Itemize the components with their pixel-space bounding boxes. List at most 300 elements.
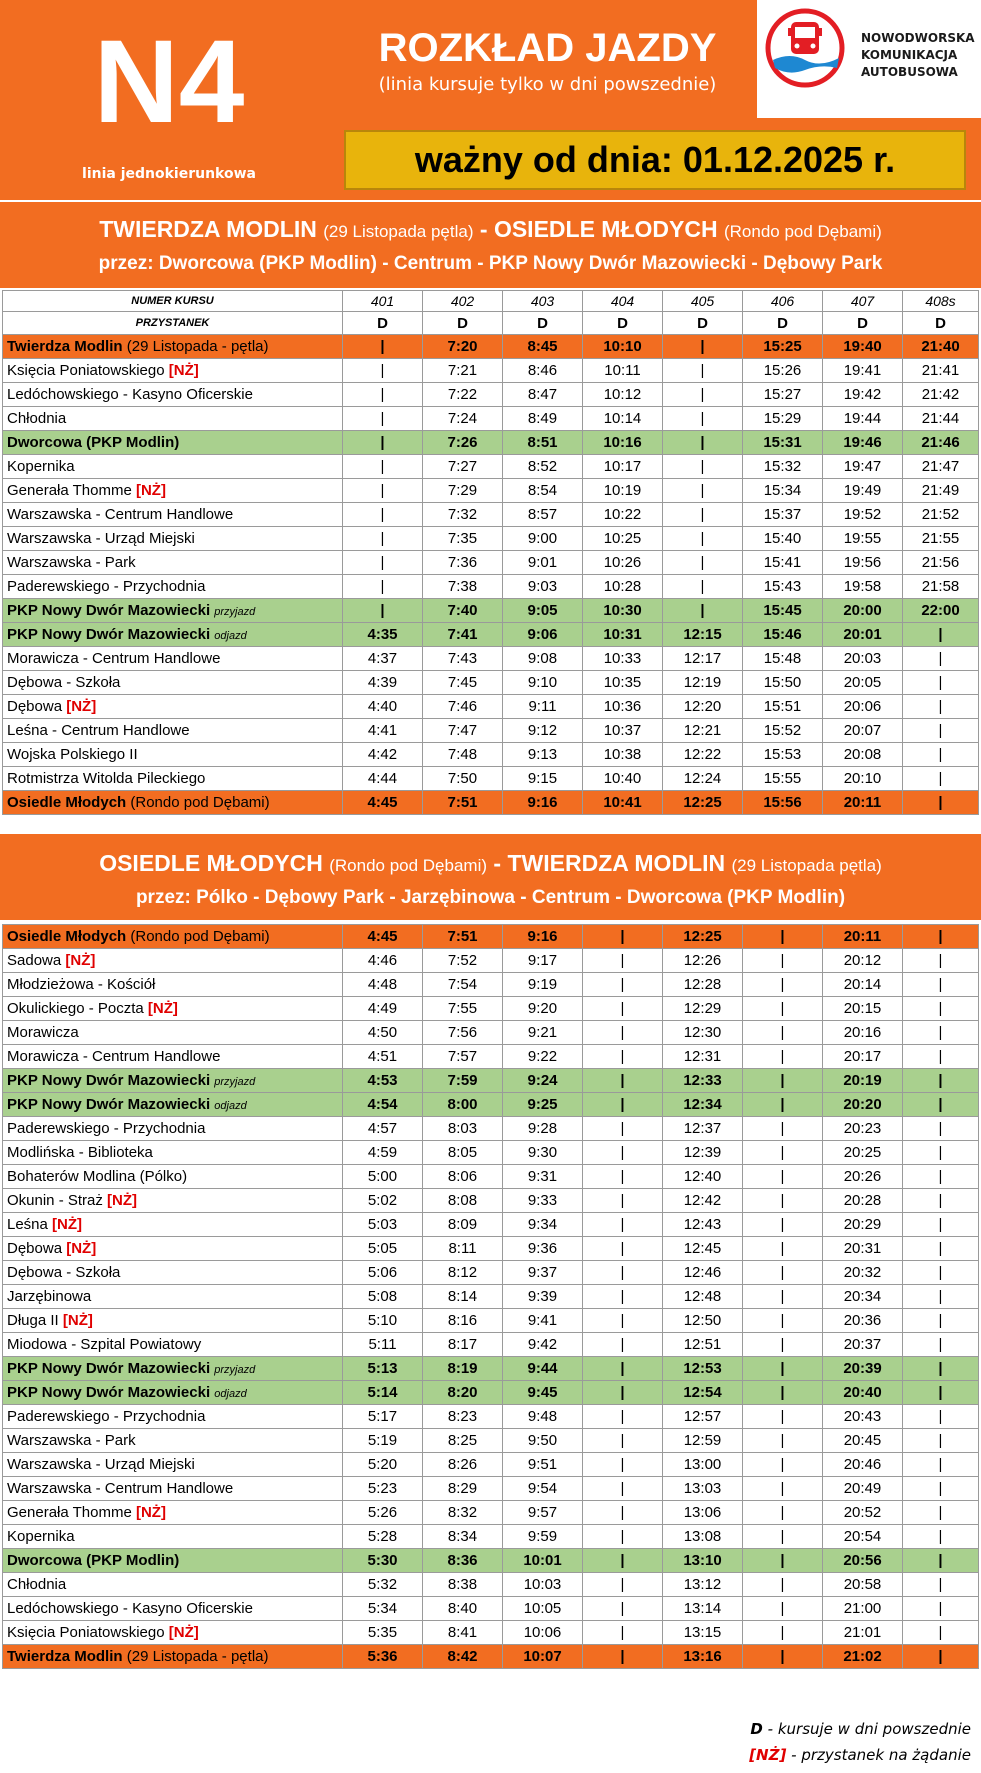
departure-time: 12:25 [663, 791, 743, 815]
departure-time: 20:46 [823, 1453, 903, 1477]
pass-through-mark: | [903, 1093, 979, 1117]
departure-time: 9:16 [503, 791, 583, 815]
departure-time: 8:40 [423, 1597, 503, 1621]
pass-through-mark: | [903, 1597, 979, 1621]
departure-time: 20:56 [823, 1549, 903, 1573]
departure-time: 7:22 [423, 383, 503, 407]
pass-through-mark: | [743, 1285, 823, 1309]
direction-2-from: OSIEDLE MŁODYCH [99, 850, 323, 876]
departure-time: 12:17 [663, 647, 743, 671]
departure-time: 7:52 [423, 949, 503, 973]
pass-through-mark: | [743, 925, 823, 949]
departure-time: 7:43 [423, 647, 503, 671]
pass-through-mark: | [903, 1189, 979, 1213]
departure-time: 7:20 [423, 335, 503, 359]
departure-time: 20:26 [823, 1165, 903, 1189]
operator-name-line: AUTOBUSOWA [861, 65, 958, 79]
departure-time: 5:32 [343, 1573, 423, 1597]
departure-time: 5:02 [343, 1189, 423, 1213]
pass-through-mark: | [903, 1165, 979, 1189]
table-row [3, 623, 979, 647]
departure-time: 13:14 [663, 1597, 743, 1621]
departure-time: 15:55 [743, 767, 823, 791]
pass-through-mark: | [903, 623, 979, 647]
departure-time: 9:39 [503, 1285, 583, 1309]
departure-time: 9:03 [503, 575, 583, 599]
departure-time: 9:01 [503, 551, 583, 575]
pass-through-mark: | [663, 431, 743, 455]
departure-time: 7:24 [423, 407, 503, 431]
departure-time: 9:41 [503, 1309, 583, 1333]
departure-time: 9:13 [503, 743, 583, 767]
pass-through-mark: | [903, 997, 979, 1021]
stop-name [3, 1621, 343, 1645]
stop-name-text: Warszawska - Urząd Miejski [7, 1456, 195, 1473]
departure-time: 12:26 [663, 949, 743, 973]
pass-through-mark: | [583, 1381, 663, 1405]
departure-time: 20:40 [823, 1381, 903, 1405]
departure-time: 12:22 [663, 743, 743, 767]
arrival-departure-tag: odjazd [214, 1100, 247, 1112]
pass-through-mark: | [743, 1045, 823, 1069]
departure-time: 9:08 [503, 647, 583, 671]
departure-time: 5:11 [343, 1333, 423, 1357]
departure-time: 20:54 [823, 1525, 903, 1549]
day-type: D [663, 312, 743, 335]
departure-time: 21:56 [903, 551, 979, 575]
course-number: 403 [503, 291, 583, 312]
table-row [3, 1189, 979, 1213]
direction-2-header [0, 834, 981, 920]
pass-through-mark: | [583, 1237, 663, 1261]
departure-time: 9:30 [503, 1141, 583, 1165]
departure-time: 7:40 [423, 599, 503, 623]
stop-name [3, 1309, 343, 1333]
departure-time: 9:11 [503, 695, 583, 719]
line-number: N4 [93, 16, 245, 148]
stop-name-text: Paderewskiego - Przychodnia [7, 1408, 206, 1425]
pass-through-mark: | [663, 599, 743, 623]
departure-time: 10:12 [583, 383, 663, 407]
table-row [3, 1357, 979, 1381]
departure-time: 4:45 [343, 791, 423, 815]
departure-time: 8:00 [423, 1093, 503, 1117]
departure-time: 4:57 [343, 1117, 423, 1141]
stop-name-text: Ledóchowskiego - Kasyno Oficerskie [7, 386, 253, 403]
table-row [3, 431, 979, 455]
departure-time: 7:46 [423, 695, 503, 719]
direction-1-from: TWIERDZA MODLIN [99, 216, 317, 242]
pass-through-mark: | [663, 455, 743, 479]
departure-time: 4:53 [343, 1069, 423, 1093]
departure-time: 19:55 [823, 527, 903, 551]
departure-time: 9:54 [503, 1477, 583, 1501]
departure-time: 9:59 [503, 1525, 583, 1549]
departure-time: 20:31 [823, 1237, 903, 1261]
stop-name [3, 623, 343, 647]
on-request-marker: [NŻ] [147, 1000, 178, 1017]
departure-time: 9:34 [503, 1213, 583, 1237]
departure-time: 21:58 [903, 575, 979, 599]
departure-time: 21:42 [903, 383, 979, 407]
departure-time: 9:06 [503, 623, 583, 647]
departure-time: 5:17 [343, 1405, 423, 1429]
departure-time: 21:46 [903, 431, 979, 455]
table-row [3, 1045, 979, 1069]
legend-on-request [749, 1742, 971, 1768]
departure-time: 13:00 [663, 1453, 743, 1477]
pass-through-mark: | [583, 1501, 663, 1525]
pass-through-mark: | [903, 647, 979, 671]
stop-name [3, 431, 343, 455]
table-row [3, 1645, 979, 1669]
day-type: D [903, 312, 979, 335]
departure-time: 7:56 [423, 1021, 503, 1045]
stop-name-text: Dębowa - Szkoła [7, 1264, 121, 1281]
table-row [3, 767, 979, 791]
table-row [3, 719, 979, 743]
departure-time: 9:21 [503, 1021, 583, 1045]
pass-through-mark: | [743, 1093, 823, 1117]
departure-time: 15:41 [743, 551, 823, 575]
stop-name [3, 647, 343, 671]
course-number-row [3, 291, 979, 312]
departure-time: 20:19 [823, 1069, 903, 1093]
on-request-marker: [NŻ] [66, 1240, 97, 1257]
departure-time: 4:48 [343, 973, 423, 997]
departure-time: 5:10 [343, 1309, 423, 1333]
table-row [3, 1453, 979, 1477]
pass-through-mark: | [583, 1333, 663, 1357]
stop-name-text: Dębowa - Szkoła [7, 674, 121, 691]
table-row [3, 1573, 979, 1597]
pass-through-mark: | [743, 973, 823, 997]
departure-time: 20:52 [823, 1501, 903, 1525]
departure-time: 8:46 [503, 359, 583, 383]
stop-name [3, 1189, 343, 1213]
pass-through-mark: | [583, 1045, 663, 1069]
departure-time: 21:00 [823, 1597, 903, 1621]
departure-time: 10:38 [583, 743, 663, 767]
departure-time: 20:23 [823, 1117, 903, 1141]
stop-name-text: Warszawska - Centrum Handlowe [7, 1480, 234, 1497]
table-row [3, 527, 979, 551]
departure-time: 20:28 [823, 1189, 903, 1213]
pass-through-mark: | [583, 1429, 663, 1453]
departure-time: 15:27 [743, 383, 823, 407]
pass-through-mark: | [743, 1213, 823, 1237]
departure-time: 9:10 [503, 671, 583, 695]
departure-time: 7:45 [423, 671, 503, 695]
departure-time: 8:14 [423, 1285, 503, 1309]
departure-time: 20:32 [823, 1261, 903, 1285]
departure-time: 10:22 [583, 503, 663, 527]
stop-name-text: Bohaterów Modlina (Pólko) [7, 1168, 188, 1185]
table-row [3, 1117, 979, 1141]
bus-logo-icon [765, 8, 845, 88]
stop-name-text: Morawicza - Centrum Handlowe [7, 650, 221, 667]
pass-through-mark: | [743, 1501, 823, 1525]
departure-time: 20:11 [823, 925, 903, 949]
departure-time: 5:36 [343, 1645, 423, 1669]
validity-strip [338, 120, 981, 200]
stop-name-text: Rotmistrza Witolda Pileckiego [7, 770, 206, 787]
operator-name-line: KOMUNIKACJA [861, 48, 958, 62]
pass-through-mark: | [903, 925, 979, 949]
departure-time: 20:08 [823, 743, 903, 767]
pass-through-mark: | [583, 1525, 663, 1549]
pass-through-mark: | [583, 1021, 663, 1045]
departure-time: 9:17 [503, 949, 583, 973]
pass-through-mark: | [583, 1405, 663, 1429]
departure-time: 13:10 [663, 1549, 743, 1573]
departure-time: 8:19 [423, 1357, 503, 1381]
stop-name [3, 1141, 343, 1165]
course-number: 407 [823, 291, 903, 312]
stop-name [3, 973, 343, 997]
departure-time: 20:25 [823, 1141, 903, 1165]
stop-name [3, 695, 343, 719]
departure-time: 9:24 [503, 1069, 583, 1093]
departure-time: 15:32 [743, 455, 823, 479]
title-note: (linia kursuje tylko w dni powszednie) [378, 74, 717, 95]
pass-through-mark: | [583, 1621, 663, 1645]
departure-time: 12:50 [663, 1309, 743, 1333]
table-row [3, 1429, 979, 1453]
stop-name-text: Ledóchowskiego - Kasyno Oficerskie [7, 1600, 253, 1617]
pass-through-mark: | [743, 1453, 823, 1477]
departure-time: 12:21 [663, 719, 743, 743]
stop-name [3, 1237, 343, 1261]
pass-through-mark: | [903, 1237, 979, 1261]
departure-time: 4:45 [343, 925, 423, 949]
departure-time: 20:29 [823, 1213, 903, 1237]
departure-time: 8:29 [423, 1477, 503, 1501]
title-box [338, 0, 757, 120]
direction-1-from-note: (29 Listopada pętla) [323, 222, 474, 241]
departure-time: 8:03 [423, 1117, 503, 1141]
stop-name-text: Jarzębinowa [7, 1288, 92, 1305]
pass-through-mark: | [743, 1021, 823, 1045]
pass-through-mark: | [903, 1501, 979, 1525]
departure-time: 9:33 [503, 1189, 583, 1213]
departure-time: 8:23 [423, 1405, 503, 1429]
stop-name [3, 925, 343, 949]
stop-name [3, 743, 343, 767]
departure-time: 9:05 [503, 599, 583, 623]
on-request-marker: [NŻ] [135, 482, 166, 499]
pass-through-mark: | [663, 503, 743, 527]
table-row [3, 1309, 979, 1333]
pass-through-mark: | [583, 1645, 663, 1669]
stop-name [3, 551, 343, 575]
stop-note: (Rondo pod Dębami) [130, 928, 270, 945]
departure-time: 20:36 [823, 1309, 903, 1333]
departure-time: 5:13 [343, 1357, 423, 1381]
stop-name-text: Miodowa - Szpital Powiatowy [7, 1336, 202, 1353]
operator-name-line: NOWODWORSKA [861, 31, 975, 45]
pass-through-mark: | [343, 335, 423, 359]
pass-through-mark: | [583, 1117, 663, 1141]
departure-time: 12:28 [663, 973, 743, 997]
stop-name-text: Kopernika [7, 1528, 75, 1545]
table-row [3, 1525, 979, 1549]
departure-time: 4:42 [343, 743, 423, 767]
stop-name-text: Warszawska - Centrum Handlowe [7, 506, 234, 523]
departure-time: 20:20 [823, 1093, 903, 1117]
pass-through-mark: | [743, 1357, 823, 1381]
table-row [3, 1261, 979, 1285]
pass-through-mark: | [343, 359, 423, 383]
departure-time: 9:15 [503, 767, 583, 791]
operator-name [861, 30, 975, 81]
stop-name [3, 1549, 343, 1573]
departure-time: 12:25 [663, 925, 743, 949]
on-request-marker: [NŻ] [135, 1504, 166, 1521]
pass-through-mark: | [663, 359, 743, 383]
stop-name-text: Morawicza - Centrum Handlowe [7, 1048, 221, 1065]
pass-through-mark: | [583, 997, 663, 1021]
valid-from: ważny od dnia: 01.12.2025 r. [344, 130, 966, 190]
departure-time: 8:16 [423, 1309, 503, 1333]
table-row [3, 335, 979, 359]
table-row [3, 575, 979, 599]
departure-time: 9:16 [503, 925, 583, 949]
departure-time: 21:55 [903, 527, 979, 551]
stop-name-text: Dębowa [7, 698, 63, 715]
table-row [3, 1597, 979, 1621]
pass-through-mark: | [903, 671, 979, 695]
departure-time: 15:53 [743, 743, 823, 767]
table-row [3, 997, 979, 1021]
stop-name-text: Osiedle Młodych [7, 928, 127, 945]
departure-time: 8:20 [423, 1381, 503, 1405]
course-number: 402 [423, 291, 503, 312]
departure-time: 7:54 [423, 973, 503, 997]
departure-time: 20:49 [823, 1477, 903, 1501]
departure-time: 7:41 [423, 623, 503, 647]
departure-time: 10:35 [583, 671, 663, 695]
table-row [3, 743, 979, 767]
departure-time: 10:41 [583, 791, 663, 815]
pass-through-mark: | [583, 949, 663, 973]
departure-time: 19:56 [823, 551, 903, 575]
direction-2-to-note: (29 Listopada pętla) [731, 856, 882, 875]
table-row [3, 359, 979, 383]
pass-through-mark: | [743, 1477, 823, 1501]
departure-time: 12:39 [663, 1141, 743, 1165]
pass-through-mark: | [903, 695, 979, 719]
stop-name-text: Sadowa [7, 952, 62, 969]
stop-name-text: Kopernika [7, 458, 75, 475]
table-row [3, 647, 979, 671]
pass-through-mark: | [343, 455, 423, 479]
departure-time: 21:47 [903, 455, 979, 479]
direction-1-via: przez: Dworcowa (PKP Modlin) - Centrum - PKP Nowy Dwór Mazowiecki - Dębowy Park [98, 253, 883, 274]
stop-name [3, 1021, 343, 1045]
table-row [3, 479, 979, 503]
departure-time: 19:47 [823, 455, 903, 479]
stop-name-text: Leśna [7, 1216, 48, 1233]
departure-time: 15:51 [743, 695, 823, 719]
departure-time: 12:34 [663, 1093, 743, 1117]
departure-time: 7:47 [423, 719, 503, 743]
departure-time: 20:06 [823, 695, 903, 719]
departure-time: 20:00 [823, 599, 903, 623]
table-row [3, 949, 979, 973]
table-row [3, 1093, 979, 1117]
departure-time: 10:31 [583, 623, 663, 647]
departure-time: 12:37 [663, 1117, 743, 1141]
departure-time: 5:28 [343, 1525, 423, 1549]
direction-2-via: przez: Pólko - Dębowy Park - Jarzębinowa - Centrum - Dworcowa (PKP Modlin) [135, 887, 846, 908]
departure-time: 8:09 [423, 1213, 503, 1237]
departure-time: 8:36 [423, 1549, 503, 1573]
departure-time: 8:25 [423, 1429, 503, 1453]
table-row [3, 1165, 979, 1189]
departure-time: 20:10 [823, 767, 903, 791]
pass-through-mark: | [583, 1093, 663, 1117]
line-subtitle: linia jednokierunkowa [82, 166, 256, 182]
pass-through-mark: | [583, 1453, 663, 1477]
departure-time: 13:15 [663, 1621, 743, 1645]
departure-time: 20:01 [823, 623, 903, 647]
arrival-departure-tag: przyjazd [214, 1364, 256, 1376]
page-title: ROZKŁAD JAZDY [378, 26, 717, 70]
departure-time: 12:45 [663, 1237, 743, 1261]
departure-time: 15:52 [743, 719, 823, 743]
departure-time: 19:41 [823, 359, 903, 383]
stop-name-text: Dębowa [7, 1240, 63, 1257]
departure-time: 9:19 [503, 973, 583, 997]
stop-name [3, 1573, 343, 1597]
stop-name-text: PKP Nowy Dwór Mazowiecki [7, 602, 211, 619]
departure-time: 13:12 [663, 1573, 743, 1597]
departure-time: 15:50 [743, 671, 823, 695]
stop-name-text: PKP Nowy Dwór Mazowiecki [7, 1072, 211, 1089]
departure-time: 8:41 [423, 1621, 503, 1645]
departure-time: 22:00 [903, 599, 979, 623]
departure-time: 7:27 [423, 455, 503, 479]
stop-name-text: PKP Nowy Dwór Mazowiecki [7, 1096, 211, 1113]
stop-name-text: Księcia Poniatowskiego [7, 1624, 165, 1641]
departure-time: 9:44 [503, 1357, 583, 1381]
pass-through-mark: | [583, 973, 663, 997]
direction-1-to-note: (Rondo pod Dębami) [723, 222, 882, 241]
departure-time: 4:46 [343, 949, 423, 973]
table-row [3, 1141, 979, 1165]
stop-name-text: Twierdza Modlin [7, 338, 123, 355]
operator-logo [757, 0, 981, 120]
pass-through-mark: | [903, 791, 979, 815]
day-type: D [823, 312, 903, 335]
pass-through-mark: | [903, 1285, 979, 1309]
pass-through-mark: | [903, 743, 979, 767]
stop-name-text: Twierdza Modlin [7, 1648, 123, 1665]
pass-through-mark: | [903, 1477, 979, 1501]
departure-time: 5:20 [343, 1453, 423, 1477]
departure-time: 8:05 [423, 1141, 503, 1165]
departure-time: 8:52 [503, 455, 583, 479]
departure-time: 21:40 [903, 335, 979, 359]
departure-time: 15:40 [743, 527, 823, 551]
pass-through-mark: | [663, 575, 743, 599]
table-row [3, 1333, 979, 1357]
departure-time: 12:42 [663, 1189, 743, 1213]
departure-time: 5:00 [343, 1165, 423, 1189]
pass-through-mark: | [903, 1213, 979, 1237]
pass-through-mark: | [583, 1285, 663, 1309]
